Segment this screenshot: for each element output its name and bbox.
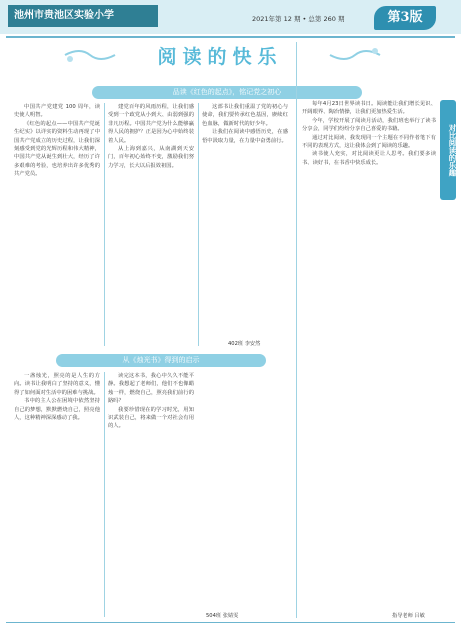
article1-byline: 402班 李安然 (228, 341, 261, 347)
paragraph: 这部书让我们重温了党的初心与使命，我们要传承红色基因，赓续红色血脉，做新时代的好少年。 (202, 104, 288, 127)
paragraph: 《红色的起点——中国共产党诞生纪实》以详实的资料生动再现了中国共产党成立的历史过程，让我们深刻感受到党的光辉历程和伟大精神，中国共产党从诞生到壮大，经历了许多艰难的考验，也培养出许多优秀的共产党员。 (14, 120, 100, 178)
paragraph: 建党百年的风雨历程，让我们感受到一个政党从小到大、由弱到强的非凡历程。中国共产党为什么能够赢得人民的拥护？正是因为心中始终装着人民。 (108, 104, 194, 144)
issue-info: 2021年第 12 期 • 总第 260 期 (252, 15, 345, 23)
article1-column-1 (14, 103, 100, 348)
paragraph: 读完这本书，我心中久久不能平静。我想起了老师们，他们不也像蜡烛一样，燃烧自己，照亮我们前行的路吗？ (108, 373, 194, 405)
article2-byline: 504班 张婧雯 (206, 613, 239, 619)
edition-badge: 第3版 (374, 6, 436, 30)
newspaper-logo: 池州市贵池区实验小学 (8, 5, 158, 27)
column-divider (198, 103, 199, 346)
paragraph: 从上海到嘉兴，从南湖到天安门，百年初心始终不变，激励我们努力学习，长大以后报效祖国。 (108, 146, 194, 169)
paragraph: 中国共产党建党 100 周年，读史使人明智。 (14, 104, 100, 119)
page-title: 阅读的快乐 (157, 46, 283, 68)
article1-column-3 (202, 103, 288, 338)
page-divider (296, 42, 297, 618)
article3-column (302, 100, 436, 610)
article3-byline: 指导老师 吕敏 (392, 613, 425, 619)
sidebar-section-label: 对比阅读的乐趣 (440, 100, 456, 200)
paragraph: 今年，学校开展了阅读月活动，我们班也举行了读书分享会，同学们纷纷分享自己喜爱的书籍。 (302, 117, 436, 133)
article2-column-2 (108, 372, 194, 617)
column-divider (104, 103, 105, 346)
decorative-flourish-icon (60, 45, 120, 65)
paragraph: 通过对比阅读，我发现同一个主题在不同作者笔下有不同的表现方式，这让我体会到了阅读的乐趣。 (302, 134, 436, 150)
article2-column-1 (14, 372, 100, 617)
article1-heading: 品读《红色的起点》，铭记党之初心 (92, 86, 362, 99)
paragraph: 读书使人充实，对比阅读更让人思考。我们要多读书、读好书，在书香中快乐成长。 (302, 151, 436, 166)
article1-column-2 (108, 103, 194, 348)
paragraph: 一盏烛光，照亮的是人生的方向。读书让我明白了坚持的意义，懂得了如何面对生活中的困难与挑战。 (14, 373, 100, 396)
article2-heading: 从《烛光书》得到的启示 (56, 354, 266, 367)
header-rule (6, 36, 455, 38)
footer-rule (6, 622, 455, 623)
decorative-flourish-icon (325, 45, 385, 65)
masthead (0, 0, 461, 34)
paragraph: 让我们在阅读中感悟历史，在感悟中汲取力量，在力量中奋勇前行。 (202, 129, 288, 144)
column-divider (104, 372, 105, 617)
paragraph: 每年4月23日世界读书日。阅读能让我们增长见识、开阔眼界、陶冶情操，让我们更加热爱生活。 (302, 101, 436, 116)
paragraph: 我要珍惜现在的学习时光，用知识武装自己，将来做一个对社会有用的人。 (108, 406, 194, 430)
paragraph: 书中的主人公在困境中依然坚持自己的梦想，默默燃烧自己，照亮他人，这种精神深深感动了我。 (14, 398, 100, 422)
